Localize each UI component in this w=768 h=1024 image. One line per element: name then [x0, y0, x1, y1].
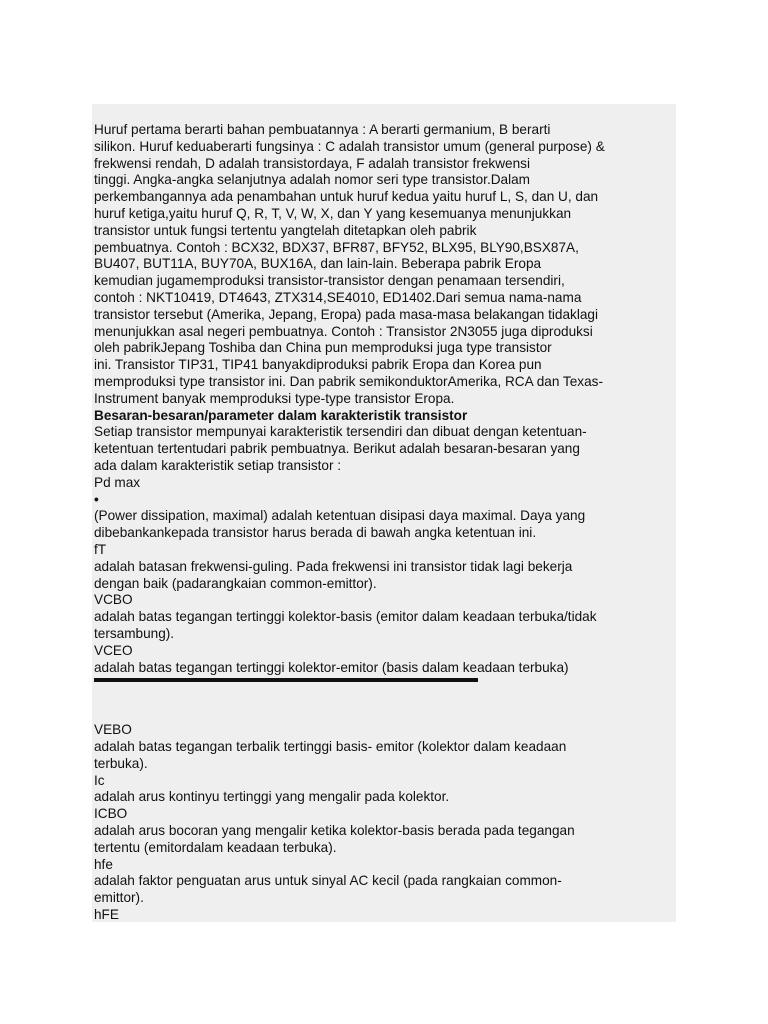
param-label-ic: Ic [94, 772, 105, 788]
bullet-icon: • [94, 491, 99, 507]
intro-line: oleh pabrikJepang Toshiba dan China pun memproduksi juga type transistor [94, 340, 552, 356]
intro-line: Instrument banyak memproduksi type-type transistor Eropa. [94, 390, 455, 406]
intro-line: memproduksi type transistor ini. Dan pabrik semikonduktorAmerika, RCA dan Texas- [94, 373, 603, 389]
param-label-vebo: VEBO [94, 722, 132, 738]
param-label-ft: fT [94, 541, 107, 557]
document-page [92, 104, 676, 922]
intro-line: perkembangannya ada penambahan untuk huruf kedua yaitu huruf L, S, dan U, dan [94, 189, 599, 205]
section-intro-line: ada dalam karakteristik setiap transistor : [94, 457, 342, 473]
param-label-icbo: ICBO [94, 806, 128, 822]
param-desc-icbo: adalah arus bocoran yang mengalir ketika kolektor-basis berada pada tegangan [94, 823, 575, 839]
section-heading: Besaran-besaran/parameter dalam karakteristik transistor [94, 407, 468, 423]
param-desc-pd-max: (Power dissipation, maximal) adalah ketentuan disipasi daya maximal. Daya yang [94, 508, 586, 524]
param-desc-pd-max: dibebankankepada transistor harus berada di bawah angka ketentuan ini. [94, 525, 537, 541]
param-label-hfe-large: hFE [94, 907, 119, 922]
param-desc-icbo: tertentu (emitordalam keadaan terbuka). [94, 839, 337, 855]
param-desc-vebo: adalah batas tegangan terbalik tertinggi basis- emitor (kolektor dalam keadaan [94, 739, 567, 755]
intro-line: frekwensi rendah, D adalah transistordaya, F adalah transistor frekwensi [94, 155, 530, 171]
page-break-spacer [94, 682, 676, 722]
param-label-vcbo: VCBO [94, 592, 133, 608]
param-label-hfe-small: hfe [94, 856, 113, 872]
param-desc-ft: dengan baik (padarangkaian common-emittor). [94, 575, 377, 591]
param-desc-hfe-small: adalah faktor penguatan arus untuk sinyal AC kecil (pada rangkaian common- [94, 873, 562, 889]
param-desc-vcbo: adalah batas tegangan tertinggi kolektor-basis (emitor dalam keadaan terbuka/tidak [94, 609, 597, 625]
param-label-vceo: VCEO [94, 642, 133, 658]
intro-line: transistor untuk fungsi tertentu yangtelah ditetapkan oleh pabrik [94, 222, 477, 238]
intro-line: transistor tersebut (Amerika, Jepang, Eropa) pada masa-masa belakangan tidaklagi [94, 306, 598, 322]
section-intro-line: ketentuan tertentudari pabrik pembuatnya. Berikut adalah besaran-besaran yang [94, 441, 580, 457]
intro-line: contoh : NKT10419, DT4643, ZTX314,SE4010, ED1402.Dari semua nama-nama [94, 289, 582, 305]
param-desc-vebo: terbuka). [94, 755, 148, 771]
intro-line: silikon. Huruf keduaberarti fungsinya : C adalah transistor umum (general purpose) & [94, 138, 605, 154]
intro-line: pembuatnya. Contoh : BCX32, BDX37, BFR87, BFY52, BLX95, BLY90,BSX87A, [94, 239, 579, 255]
intro-paragraph [94, 122, 676, 408]
intro-line: BU407, BUT11A, BUY70A, BUX16A, dan lain-lain. Beberapa pabrik Eropa [94, 256, 542, 272]
intro-line: huruf ketiga,yaitu huruf Q, R, T, V, W, X, dan Y yang kesemuanya menunjukkan [94, 205, 572, 221]
intro-line: kemudian jugamemproduksi transistor-transistor dengan penamaan tersendiri, [94, 273, 565, 289]
param-desc-ic: adalah arus kontinyu tertinggi yang mengalir pada kolektor. [94, 789, 450, 805]
param-desc-vceo: adalah batas tegangan tertinggi kolektor-emitor (basis dalam keadaan terbuka) [94, 659, 569, 675]
intro-line: Huruf pertama berarti bahan pembuatannya : A berarti germanium, B berarti [94, 122, 551, 137]
param-desc-ft: adalah batasan frekwensi-guling. Pada frekwensi ini transistor tidak lagi bekerja [94, 558, 573, 574]
param-desc-hfe-small: emittor). [94, 890, 144, 906]
intro-line: tinggi. Angka-angka selanjutnya adalah nomor seri type transistor.Dalam [94, 172, 531, 188]
intro-line: ini. Transistor TIP31, TIP41 banyakdiproduksi pabrik Eropa dan Korea pun [94, 357, 542, 373]
param-desc-vcbo: tersambung). [94, 625, 175, 641]
section-intro-line: Setiap transistor mempunyai karakteristik tersendiri dan dibuat dengan ketentuan- [94, 424, 587, 440]
param-label-pd-max: Pd max [94, 474, 141, 490]
section-intro-paragraph [94, 424, 676, 474]
document-content [94, 122, 676, 922]
intro-line: menunjukkan asal negeri pembuatnya. Contoh : Transistor 2N3055 juga diproduksi [94, 323, 593, 339]
